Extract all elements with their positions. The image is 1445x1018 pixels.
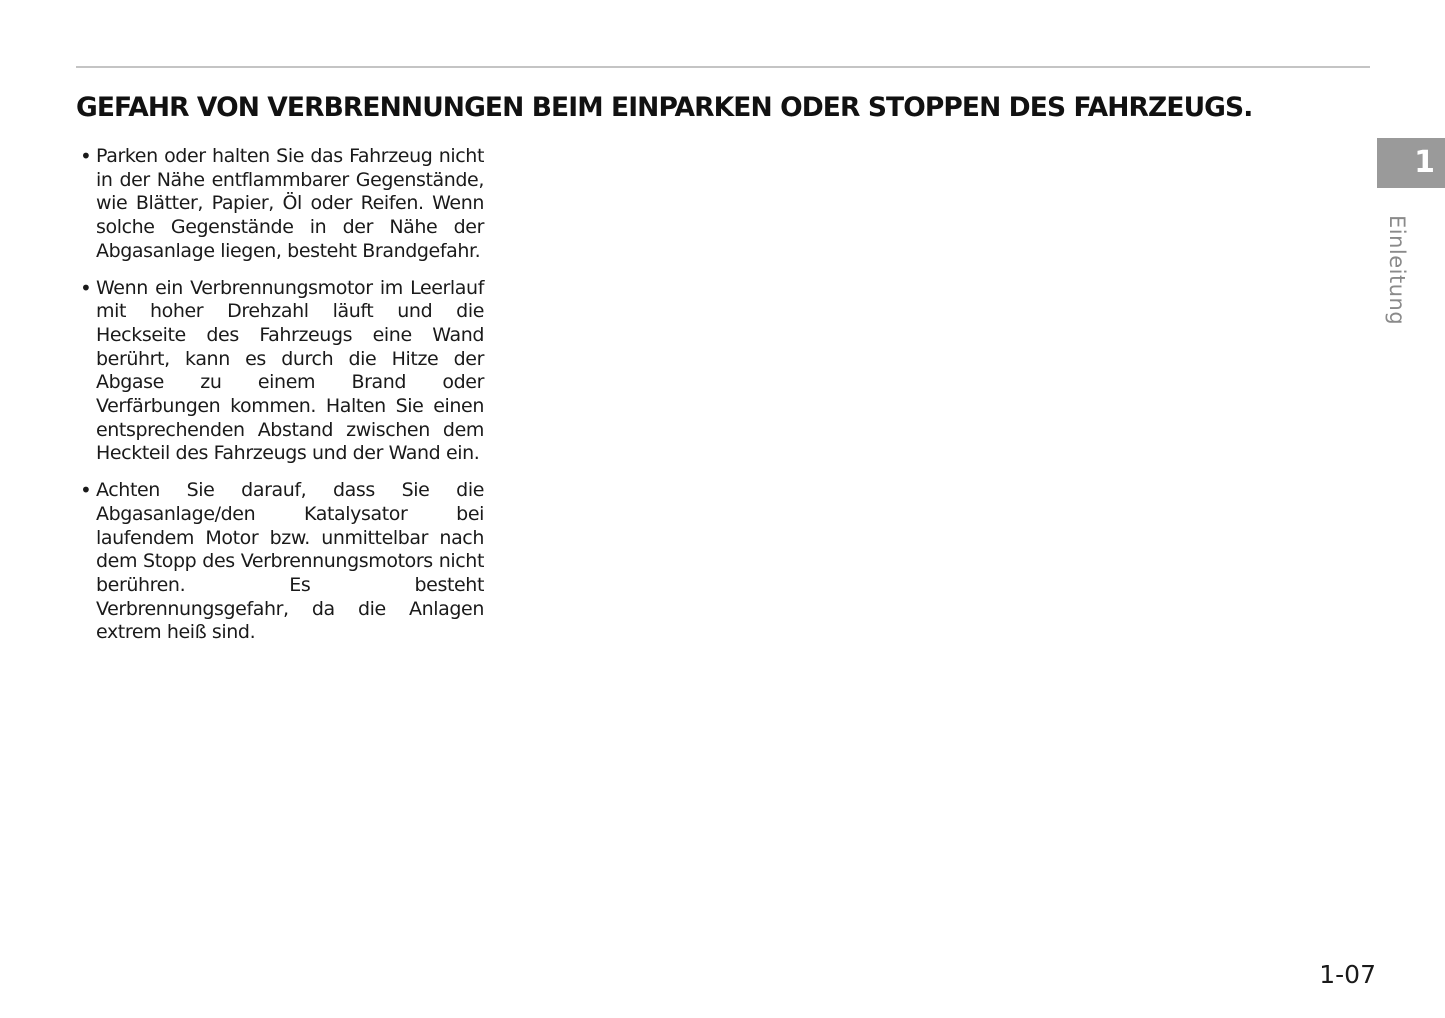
warning-bullet-list — [80, 145, 484, 658]
list-item — [80, 277, 484, 467]
page-title: GEFAHR VON VERBRENNUNGEN BEIM EINPARKEN ODER STOPPEN DES FAHRZEUGS. — [76, 92, 1253, 123]
chapter-number-tab: 1 — [1377, 138, 1445, 188]
bullet-icon: • — [80, 478, 92, 503]
chapter-label-container — [1387, 215, 1427, 345]
bullet-text: Achten Sie darauf, dass Sie die Abgasanlage/den Katalysator bei laufendem Motor bzw. unmittelbar nach dem Stopp des Verbrennungsmotors nicht berühren. Es besteht Verbrennungsgefahr, da die Anlagen extrem heiß sind. — [96, 479, 484, 644]
chapter-name-label: Einleitung — [1385, 215, 1409, 326]
page-number: 1-07 — [1319, 960, 1376, 989]
list-item — [80, 479, 484, 645]
bullet-icon: • — [80, 275, 92, 300]
bullet-text: Wenn ein Verbrennungsmotor im Leerlauf mit hoher Drehzahl läuft und die Heckseite des Fahrzeugs eine Wand berührt, kann es durch die Hitze der Abgase zu einem Brand oder Verfärbungen kommen. Halten Sie einen entsprechenden Abstand zwischen dem Heckteil des Fahrzeugs und der Wand ein. — [96, 276, 484, 465]
bullet-icon: • — [80, 144, 92, 168]
header-rule — [76, 66, 1370, 68]
bullet-text: Parken oder halten Sie das Fahrzeug nicht in der Nähe entflammbarer Gegenstände, wie Blätter, Papier, Öl oder Reifen. Wenn solche Gegenstände in der Nähe der Abgasanlage liegen, besteht Brandgefahr. — [96, 145, 484, 262]
list-item — [80, 145, 484, 264]
